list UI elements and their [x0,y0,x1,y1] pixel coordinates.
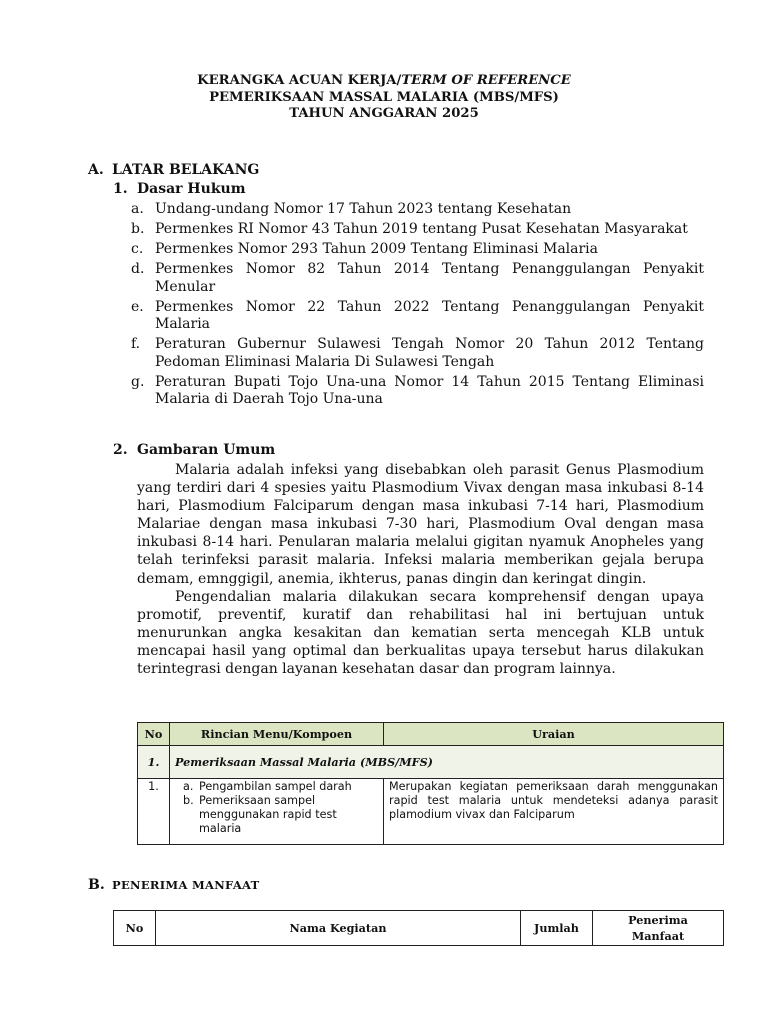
title-line-3: TAHUN ANGGARAN 2025 [289,106,479,121]
list-item: b. Pemeriksaan sampel menggunakan rapid test malaria [183,794,337,835]
list-item: a. Undang-undang Nomor 17 Tahun 2023 tentang Kesehatan [131,201,572,217]
row-rincian [170,779,384,845]
header-rincian: Rincian Menu/Kompoen [170,723,384,746]
header-nama-kegiatan: Nama Kegiatan [156,911,521,946]
paragraph: Pengendalian malaria dilakukan secara komprehensif dengan upaya promotif, preventif, kuratif dan rehabilitasi hal ini bertujuan untuk menurunkan angka kesakitan dan kematian serta mencegah KLB untuk mencapai hasil yang optimal dan berkualitas upaya tersebut harus dilakukan terintegrasi dengan layanan kesehatan dasar dan program lainnya. [137,588,704,678]
list-item: d. Permenkes Nomor 82 Tahun 2014 Tentang Penanggulangan Penyakit Menular [131,260,704,295]
list-item: g. Peraturan Bupati Tojo Una-una Nomor 14 Tahun 2015 Tentang Eliminasi Malaria di Daerah Tojo Una-una [131,373,704,408]
header-penerima-manfaat: Penerima Manfaat [593,911,724,946]
header-uraian: Uraian [384,723,724,746]
table-header-row [114,911,724,946]
dasar-hukum-list [131,201,704,411]
row-no: 1. [138,779,170,845]
list-item: b. Permenkes RI Nomor 43 Tahun 2019 tentang Pusat Kesehatan Masyarakat [131,220,688,237]
header-no: No [114,911,156,946]
table-header-row [138,723,724,746]
subheader-no: 1. [138,746,170,779]
table-row [138,779,724,845]
list-item: e. Permenkes Nomor 22 Tahun 2022 Tentang Penanggulangan Penyakit Malaria [131,298,704,333]
paragraph: Malaria adalah infeksi yang disebabkan oleh parasit Genus Plasmodium yang terdiri dari 4 spesies yaitu Plasmodium Vivax dengan masa inkubasi 8-14 hari, Plasmodium Falciparum dengan masa inkubasi 7-14 hari, Plasmodium Malariae dengan masa inkubasi 7-30 hari, Plasmodium Oval dengan masa inkubasi 8-14 hari. Penularan malaria melalui gigitan nyamuk Anopheles yang telah terinfeksi parasit malaria. Infeksi malaria memberikan gejala berupa demam, emnggigil, anemia, ikhterus, panas dingin dan keringat dingin. [137,462,704,587]
list-item: f. Peraturan Gubernur Sulawesi Tengah Nomor 20 Tahun 2012 Tentang Pedoman Eliminasi Malaria Di Sulawesi Tengah [131,336,704,370]
header-no: No [138,723,170,746]
section-b-heading: B. PENERIMA MANFAAT [88,877,260,893]
list-item: a. Pengambilan sampel darah [183,780,352,793]
rincian-table [137,722,724,845]
subheader-title: Pemeriksaan Massal Malaria (MBS/MFS) [170,746,724,779]
list-item: c. Permenkes Nomor 293 Tahun 2009 Tentang Eliminasi Malaria [131,240,599,257]
header-jumlah: Jumlah [521,911,593,946]
document-title [0,73,768,123]
title-line-1: KERANGKA ACUAN KERJA/TERM OF REFERENCE [197,73,571,88]
rincian-items [175,780,378,836]
section-a-heading: A. LATAR BELAKANG [88,162,260,178]
table-subheader-row [138,746,724,779]
title-line-2: PEMERIKSAAN MASSAL MALARIA (MBS/MFS) [209,89,559,105]
gambaran-umum-body [137,461,704,678]
penerima-table [113,910,724,946]
row-uraian: Merupakan kegiatan pemeriksaan darah menggunakan rapid test malaria untuk mendeteksi adanya parasit plamodium vivax dan Falciparum [384,779,724,845]
dasar-hukum-heading: 1. Dasar Hukum [113,181,246,197]
gambaran-umum-heading: 2. Gambaran Umum [113,442,276,458]
